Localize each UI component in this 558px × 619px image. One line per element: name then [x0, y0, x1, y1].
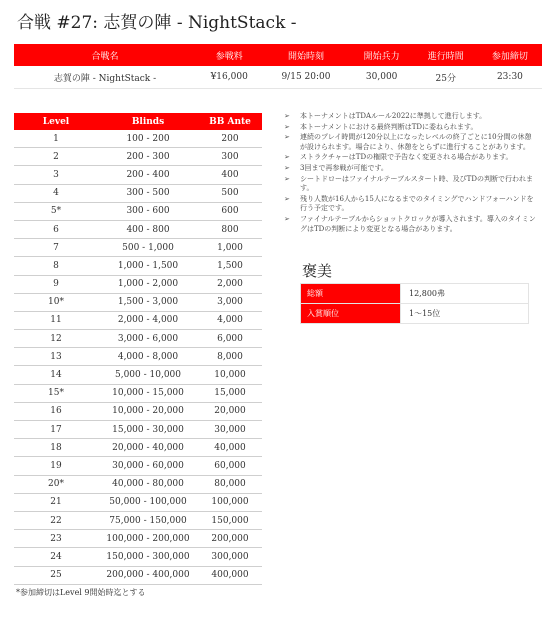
blinds-cell-blinds: 15,000 - 30,000	[98, 421, 198, 439]
blinds-cell-level: 7	[14, 239, 98, 257]
blinds-cell-blinds: 75,000 - 150,000	[98, 511, 198, 529]
blinds-row	[14, 257, 262, 275]
rule-text: 残り人数が16人から15人になるまでのタイミングでハンドフォーハンドを行う予定です。	[300, 194, 534, 213]
blinds-cell-ante: 1,000	[198, 239, 262, 257]
info-header-fee: 参戦料	[196, 44, 262, 66]
blinds-cell-blinds: 10,000 - 20,000	[98, 402, 198, 420]
rule-text: シートドローはファイナルテーブルスタート時、及びTDの判断で行われます。	[300, 174, 533, 193]
blinds-cell-level: 9	[14, 275, 98, 293]
info-header-level-time: 進行時間	[414, 44, 478, 66]
prize-row	[301, 304, 529, 324]
prize-body	[301, 284, 529, 324]
blinds-header-blinds: Blinds	[98, 113, 198, 130]
blinds-cell-level: 10*	[14, 293, 98, 311]
blinds-cell-level: 8	[14, 257, 98, 275]
blinds-cell-blinds: 500 - 1,000	[98, 239, 198, 257]
blinds-cell-blinds: 3,000 - 6,000	[98, 330, 198, 348]
blinds-cell-blinds: 200,000 - 400,000	[98, 566, 198, 584]
blinds-row	[14, 384, 262, 402]
blinds-cell-ante: 300,000	[198, 548, 262, 566]
blinds-cell-ante: 20,000	[198, 402, 262, 420]
blinds-row	[14, 548, 262, 566]
rule-item	[284, 133, 536, 152]
rule-text: ファイナルテーブルからショットクロックが導入されます。導入のタイミングはTDの判断により変更となる場合があります。	[300, 214, 536, 233]
blinds-row	[14, 402, 262, 420]
blinds-cell-blinds: 400 - 800	[98, 220, 198, 238]
blinds-row	[14, 475, 262, 493]
blinds-row	[14, 148, 262, 166]
arrow-bullet-icon: ➢	[284, 163, 290, 172]
blinds-cell-level: 2	[14, 148, 98, 166]
blinds-row	[14, 220, 262, 238]
blinds-cell-blinds: 300 - 500	[98, 184, 198, 202]
blinds-cell-ante: 600	[198, 202, 262, 220]
blinds-cell-level: 11	[14, 311, 98, 329]
blinds-header-ante: BB Ante	[198, 113, 262, 130]
rule-item	[284, 215, 536, 234]
blinds-cell-ante: 400,000	[198, 566, 262, 584]
blinds-cell-level: 5*	[14, 202, 98, 220]
rule-text: ストラクチャーはTDの権限で予告なく変更される場合があります。	[300, 153, 513, 162]
rule-text: 本トーナメントにおける最終判断はTDに委ねられます。	[300, 122, 478, 131]
rule-item	[284, 175, 536, 194]
info-header-row	[14, 44, 542, 66]
info-cell-name: 志賀の陣 - NightStack -	[14, 66, 196, 89]
info-row	[14, 66, 542, 89]
blinds-row	[14, 421, 262, 439]
blinds-row	[14, 184, 262, 202]
blinds-cell-blinds: 4,000 - 8,000	[98, 348, 198, 366]
blinds-cell-blinds: 2,000 - 4,000	[98, 311, 198, 329]
blinds-cell-blinds: 1,500 - 3,000	[98, 293, 198, 311]
blinds-cell-level: 18	[14, 439, 98, 457]
blinds-cell-level: 6	[14, 220, 98, 238]
blinds-cell-level: 20*	[14, 475, 98, 493]
blinds-row	[14, 439, 262, 457]
arrow-bullet-icon: ➢	[284, 133, 290, 142]
blinds-row	[14, 366, 262, 384]
blinds-cell-blinds: 20,000 - 40,000	[98, 439, 198, 457]
blinds-cell-level: 23	[14, 530, 98, 548]
blinds-cell-blinds: 30,000 - 60,000	[98, 457, 198, 475]
blinds-body	[14, 130, 262, 584]
blinds-cell-ante: 200,000	[198, 530, 262, 548]
blinds-row	[14, 275, 262, 293]
prize-table	[300, 283, 529, 324]
blinds-cell-blinds: 10,000 - 15,000	[98, 384, 198, 402]
prize-label: 入賞順位	[301, 304, 401, 324]
blinds-cell-ante: 300	[198, 148, 262, 166]
blinds-cell-level: 1	[14, 130, 98, 148]
blinds-cell-level: 16	[14, 402, 98, 420]
rule-text: 本トーナメントはTDAルール2022に準拠して進行します。	[300, 112, 487, 120]
blinds-row	[14, 330, 262, 348]
blinds-footnote: *参加締切はLevel 9開始時迄とする	[16, 588, 146, 597]
blinds-row	[14, 239, 262, 257]
info-cell-start-time: 9/15 20:00	[262, 66, 349, 89]
blinds-row	[14, 530, 262, 548]
blinds-cell-level: 15*	[14, 384, 98, 402]
rule-item	[284, 164, 536, 174]
prize-row	[301, 284, 529, 304]
blinds-cell-ante: 100,000	[198, 493, 262, 511]
blinds-header-level: Level	[14, 113, 98, 130]
arrow-bullet-icon: ➢	[284, 214, 290, 223]
rule-text: 3回まで再参戦が可能です。	[300, 163, 388, 172]
rule-item	[284, 195, 536, 214]
prize-label: 総額	[301, 284, 401, 304]
blinds-row	[14, 457, 262, 475]
blinds-cell-ante: 40,000	[198, 439, 262, 457]
blinds-cell-level: 14	[14, 366, 98, 384]
info-header-start-time: 開始時刻	[262, 44, 349, 66]
info-header-late-reg: 参加締切	[478, 44, 542, 66]
blinds-cell-blinds: 100 - 200	[98, 130, 198, 148]
blinds-cell-ante: 30,000	[198, 421, 262, 439]
blinds-row	[14, 511, 262, 529]
blinds-cell-ante: 15,000	[198, 384, 262, 402]
info-cell-fee: ¥16,000	[196, 66, 262, 89]
blinds-cell-ante: 60,000	[198, 457, 262, 475]
blinds-cell-ante: 400	[198, 166, 262, 184]
blinds-cell-ante: 2,000	[198, 275, 262, 293]
page-title: 合戦 #27: 志賀の陣 - NightStack -	[17, 13, 297, 33]
blinds-cell-level: 21	[14, 493, 98, 511]
info-header-start-stack: 開始兵力	[350, 44, 414, 66]
blinds-cell-ante: 200	[198, 130, 262, 148]
prize-heading: 褒美	[302, 262, 333, 280]
blinds-cell-level: 12	[14, 330, 98, 348]
blinds-cell-level: 4	[14, 184, 98, 202]
blinds-cell-ante: 6,000	[198, 330, 262, 348]
blinds-cell-blinds: 1,000 - 1,500	[98, 257, 198, 275]
arrow-bullet-icon: ➢	[284, 174, 290, 183]
blinds-cell-blinds: 300 - 600	[98, 202, 198, 220]
blinds-cell-level: 24	[14, 548, 98, 566]
blinds-cell-blinds: 50,000 - 100,000	[98, 493, 198, 511]
blinds-cell-ante: 8,000	[198, 348, 262, 366]
rule-text: 連続のプレイ時間が120分以上になったレベルの終了ごとに10分間の休憩が設けられます。場合により、休憩をとらずに進行することがあります。	[300, 133, 532, 151]
blinds-cell-blinds: 200 - 300	[98, 148, 198, 166]
blinds-cell-ante: 500	[198, 184, 262, 202]
blinds-row	[14, 202, 262, 220]
rule-item	[284, 112, 536, 122]
blinds-cell-blinds: 5,000 - 10,000	[98, 366, 198, 384]
arrow-bullet-icon: ➢	[284, 194, 290, 203]
info-cell-start-stack: 30,000	[350, 66, 414, 89]
blinds-cell-blinds: 200 - 400	[98, 166, 198, 184]
blinds-cell-ante: 4,000	[198, 311, 262, 329]
blinds-cell-blinds: 40,000 - 80,000	[98, 475, 198, 493]
blinds-cell-blinds: 150,000 - 300,000	[98, 548, 198, 566]
blinds-cell-ante: 3,000	[198, 293, 262, 311]
blinds-cell-blinds: 100,000 - 200,000	[98, 530, 198, 548]
tournament-info-table	[14, 44, 542, 89]
blinds-cell-level: 25	[14, 566, 98, 584]
prize-value: 1～15位	[401, 304, 529, 324]
blinds-row	[14, 166, 262, 184]
info-cell-late-reg: 23:30	[478, 66, 542, 89]
arrow-bullet-icon: ➢	[284, 112, 290, 120]
blinds-header-row	[14, 113, 262, 130]
blind-structure-table	[14, 113, 262, 585]
prize-value: 12,800弗	[401, 284, 529, 304]
blinds-row	[14, 130, 262, 148]
blinds-cell-ante: 150,000	[198, 511, 262, 529]
blinds-row	[14, 293, 262, 311]
arrow-bullet-icon: ➢	[284, 153, 290, 162]
info-header-name: 合戦名	[14, 44, 196, 66]
rule-item	[284, 153, 536, 163]
blinds-row	[14, 566, 262, 584]
blinds-cell-level: 17	[14, 421, 98, 439]
arrow-bullet-icon: ➢	[284, 122, 290, 131]
rule-item	[284, 123, 536, 133]
blinds-cell-level: 22	[14, 511, 98, 529]
blinds-cell-blinds: 1,000 - 2,000	[98, 275, 198, 293]
blinds-cell-level: 19	[14, 457, 98, 475]
blinds-cell-ante: 800	[198, 220, 262, 238]
blinds-cell-ante: 1,500	[198, 257, 262, 275]
info-cell-level-time: 25分	[414, 66, 478, 89]
blinds-row	[14, 348, 262, 366]
blinds-cell-ante: 10,000	[198, 366, 262, 384]
rules-list	[284, 112, 536, 235]
blinds-row	[14, 311, 262, 329]
blinds-row	[14, 493, 262, 511]
blinds-cell-level: 3	[14, 166, 98, 184]
blinds-cell-ante: 80,000	[198, 475, 262, 493]
blinds-cell-level: 13	[14, 348, 98, 366]
